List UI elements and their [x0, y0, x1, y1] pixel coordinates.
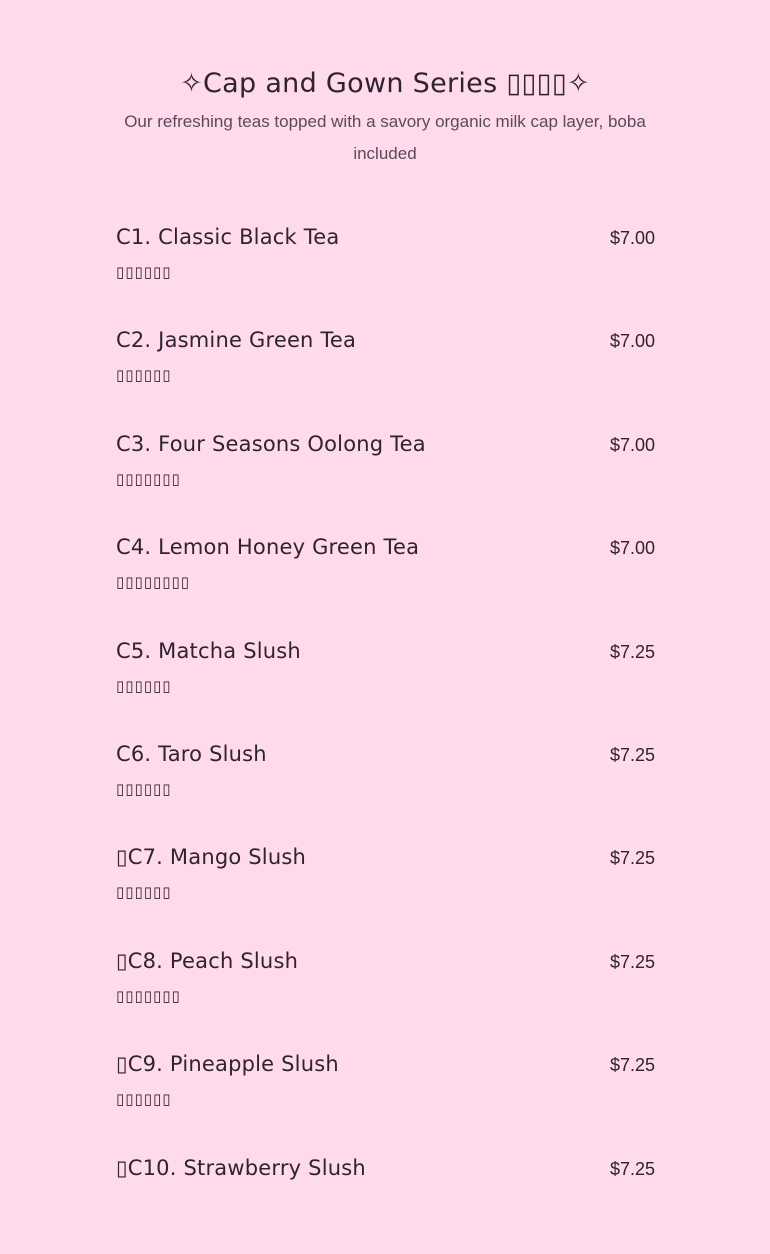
menu-item: [116, 427, 655, 530]
item-description: ▯▯▯▯▯▯: [116, 1090, 172, 1109]
item-description: ▯▯▯▯▯▯: [116, 676, 172, 695]
item-description: ▯▯▯▯▯▯▯: [116, 986, 181, 1005]
page-subtitle: Our refreshing teas topped with a savory organic milk cap layer, boba included: [124, 112, 646, 163]
item-price: $7.25: [609, 951, 655, 972]
menu-item: [116, 737, 655, 840]
item-name: C1. Classic Black Tea: [116, 225, 340, 249]
item-description: ▯▯▯▯▯▯: [116, 779, 172, 798]
item-description: ▯▯▯▯▯▯: [116, 263, 172, 281]
item-name: ▯C10. Strawberry Slush: [116, 1155, 366, 1180]
item-name: C5. Matcha Slush: [116, 638, 301, 663]
item-description: ▯▯▯▯▯▯▯▯: [116, 573, 191, 592]
menu-item: [116, 1151, 655, 1254]
page-title: ✧Cap and Gown Series ▯▯▯▯✧: [180, 68, 590, 99]
item-price: $7.25: [609, 641, 655, 662]
item-price: $7.00: [609, 228, 655, 248]
item-description: ▯▯▯▯▯▯: [116, 883, 172, 902]
item-price: $7.00: [609, 331, 655, 352]
menu-item: [116, 634, 655, 737]
item-description: ▯▯▯▯▯▯: [116, 366, 172, 385]
item-description: ▯▯▯▯▯▯▯: [116, 469, 181, 488]
item-price: $7.25: [609, 1158, 655, 1179]
item-price: $7.25: [609, 744, 655, 765]
menu-item: [116, 530, 655, 633]
menu-item: [116, 944, 655, 1047]
item-name: ▯C9. Pineapple Slush: [116, 1052, 339, 1077]
item-name: C3. Four Seasons Oolong Tea: [116, 431, 426, 456]
menu-item: [116, 840, 655, 943]
item-price: $7.00: [609, 538, 655, 559]
item-price: $7.25: [609, 848, 655, 869]
item-name: C6. Taro Slush: [116, 741, 267, 766]
item-price: $7.00: [609, 434, 655, 455]
menu-item: [116, 1047, 655, 1150]
menu-item: [116, 220, 655, 323]
menu-header: [0, 64, 770, 170]
item-name: C2. Jasmine Green Tea: [116, 328, 357, 353]
item-name: ▯C8. Peach Slush: [116, 948, 299, 973]
menu-item: [116, 323, 655, 426]
item-name: C4. Lemon Honey Green Tea: [116, 535, 420, 560]
item-price: $7.25: [609, 1055, 655, 1076]
menu-item-list: [116, 220, 655, 1254]
item-name: ▯C7. Mango Slush: [116, 845, 307, 870]
